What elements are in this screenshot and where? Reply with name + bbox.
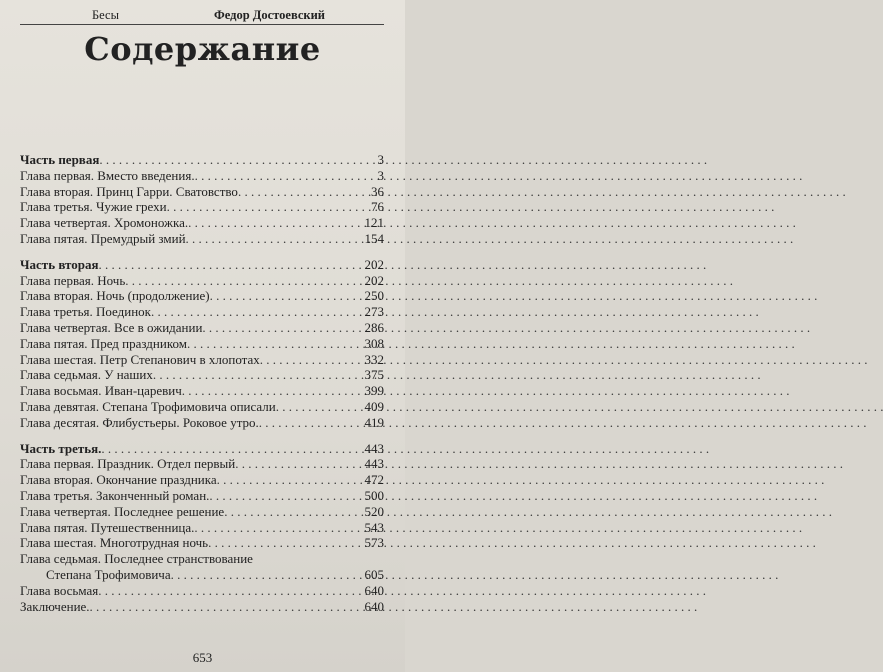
toc-chapter-title: Глава пятая. Пред праздником <box>20 335 187 351</box>
dot-leader <box>224 504 362 520</box>
toc-chapter <box>20 383 384 399</box>
toc-chapter <box>20 184 384 200</box>
toc-chapter-title: Глава девятая. Степана Трофимовича описали <box>20 398 276 414</box>
toc-chapter-title: Глава четвертая. Последнее решение <box>20 503 225 519</box>
toc-part <box>20 257 384 431</box>
toc-chapter-title: Глава восьмая. Иван-царевич <box>20 383 182 399</box>
toc-part-heading <box>20 257 384 273</box>
toc-chapter-title: Глава первая. Вместо введения. <box>20 167 195 183</box>
toc-chapter-page: 399 <box>364 383 384 399</box>
toc-chapter <box>20 168 384 184</box>
toc-chapter <box>20 583 384 599</box>
toc-chapter-title: Глава вторая. Окончание праздника <box>20 472 217 488</box>
toc-chapter-page: 332 <box>364 351 384 367</box>
dot-leader <box>260 352 363 368</box>
toc-chapter-title: Глава третья. Чужие грехи <box>20 199 167 215</box>
page-number: 653 <box>192 650 213 665</box>
toc-part-heading-page: 443 <box>364 440 384 456</box>
toc-part-heading <box>20 441 384 457</box>
toc-chapter <box>20 504 384 520</box>
toc-chapter <box>20 488 384 504</box>
toc-chapter <box>20 352 384 368</box>
toc-chapter-title: Глава шестая. Многотрудная ночь <box>20 535 209 551</box>
toc-chapter-page: 605 <box>364 566 384 582</box>
toc-part <box>20 152 384 247</box>
toc-chapter-page: 500 <box>364 487 384 503</box>
toc-chapter-page: 419 <box>364 414 384 430</box>
toc-chapter <box>20 535 384 551</box>
dot-leader <box>195 168 376 184</box>
toc-chapter <box>20 336 384 352</box>
toc-part-heading-page: 202 <box>364 256 384 272</box>
toc-part-heading-title: Часть вторая <box>20 256 99 272</box>
toc-chapter <box>20 288 384 304</box>
toc-chapter <box>20 520 384 536</box>
toc-chapter-title: Глава вторая. Ночь (продолжение) <box>20 288 210 304</box>
toc-chapter-page: 443 <box>364 456 384 472</box>
dot-leader <box>217 472 363 488</box>
table-of-contents <box>20 152 384 624</box>
header-author: Федор Достоевский <box>214 8 325 22</box>
toc-chapter-title: Глава седьмая. Последнее странствование <box>20 551 253 567</box>
toc-chapter <box>20 304 384 320</box>
toc-chapter-page: 121 <box>364 215 384 231</box>
toc-chapter-title: Глава пятая. Путешественница. <box>20 519 195 535</box>
toc-chapter-page: 273 <box>364 304 384 320</box>
toc-chapter-page: 250 <box>364 288 384 304</box>
dot-leader <box>276 399 363 415</box>
toc-chapter <box>20 415 384 431</box>
toc-chapter-title: Глава первая. Ночь <box>20 272 126 288</box>
toc-chapter <box>20 472 384 488</box>
toc-chapter-title: Глава третья. Законченный роман. <box>20 487 210 503</box>
dot-leader <box>210 288 363 304</box>
dot-leader <box>98 583 362 599</box>
toc-part-heading-title: Часть третья. <box>20 440 102 456</box>
toc-chapter-title: Глава первая. Праздник. Отдел первый <box>20 456 236 472</box>
toc-chapter <box>20 551 384 567</box>
toc-chapter-title: Заключение. <box>20 598 90 614</box>
dot-leader <box>208 535 362 551</box>
toc-part-heading <box>20 152 384 168</box>
toc-chapter-page: 640 <box>364 598 384 614</box>
dot-leader <box>186 231 363 247</box>
header-book-title: Бесы <box>92 8 119 22</box>
running-header <box>20 4 384 25</box>
dot-leader <box>101 441 362 457</box>
toc-chapter-page: 76 <box>371 199 384 215</box>
dot-leader <box>259 415 363 431</box>
toc-chapter-title: Глава седьмая. У наших <box>20 367 153 383</box>
toc-chapter <box>20 199 384 215</box>
dot-leader <box>187 336 363 352</box>
book-page <box>0 0 405 672</box>
dot-leader <box>99 257 363 273</box>
toc-chapter-title: Глава третья. Поединок <box>20 304 151 320</box>
toc-chapter-page: 36 <box>371 183 384 199</box>
toc-chapter-page: 472 <box>364 472 384 488</box>
toc-chapter <box>20 215 384 231</box>
dot-leader <box>90 599 363 615</box>
dot-leader <box>194 520 362 536</box>
dot-leader <box>182 383 363 399</box>
page-title: Содержание <box>84 30 321 68</box>
toc-chapter <box>20 231 384 247</box>
toc-chapter <box>20 320 384 336</box>
toc-chapter <box>20 399 384 415</box>
toc-chapter-title: Глава вторая. Принц Гарри. Сватовство <box>20 183 238 199</box>
dot-leader <box>238 184 369 200</box>
toc-chapter-page: 286 <box>364 319 384 335</box>
toc-chapter-title: Глава четвертая. Все в ожидании <box>20 319 203 335</box>
toc-chapter-page: 640 <box>364 582 384 598</box>
dot-leader <box>167 199 369 215</box>
toc-chapter-page: 202 <box>364 272 384 288</box>
toc-chapter <box>20 273 384 289</box>
toc-chapter-page: 520 <box>364 503 384 519</box>
toc-chapter-page: 154 <box>364 230 384 246</box>
toc-chapter <box>20 456 384 472</box>
dot-leader <box>209 488 362 504</box>
dot-leader <box>235 456 362 472</box>
toc-chapter-page: 375 <box>364 367 384 383</box>
dot-leader <box>202 320 362 336</box>
toc-part-heading-page: 3 <box>377 152 384 167</box>
toc-chapter-page: 409 <box>364 398 384 414</box>
toc-chapter-page: 573 <box>364 535 384 551</box>
toc-chapter-title: Глава пятая. Премудрый змий <box>20 230 186 246</box>
toc-chapter <box>20 599 384 615</box>
dot-leader <box>171 567 363 583</box>
toc-part-heading-title: Часть первая <box>20 152 100 167</box>
toc-chapter-title: Глава четвертая. Хромоножка. <box>20 215 189 231</box>
dot-leader <box>151 304 363 320</box>
dot-leader <box>99 152 375 168</box>
toc-chapter-page: 543 <box>364 519 384 535</box>
dot-leader <box>125 273 362 289</box>
toc-chapter <box>20 367 384 383</box>
toc-chapter-title: Глава шестая. Петр Степанович в хлопотах <box>20 351 260 367</box>
toc-chapter <box>20 567 384 583</box>
toc-chapter-title: Глава десятая. Флибустьеры. Роковое утро. <box>20 414 259 430</box>
toc-chapter-page: 3 <box>377 167 384 183</box>
dot-leader <box>188 215 362 231</box>
toc-chapter-page: 308 <box>364 335 384 351</box>
toc-part <box>20 441 384 615</box>
toc-chapter-title: Степана Трофимовича <box>46 566 171 582</box>
dot-leader <box>153 367 363 383</box>
toc-chapter-title: Глава восьмая <box>20 582 99 598</box>
